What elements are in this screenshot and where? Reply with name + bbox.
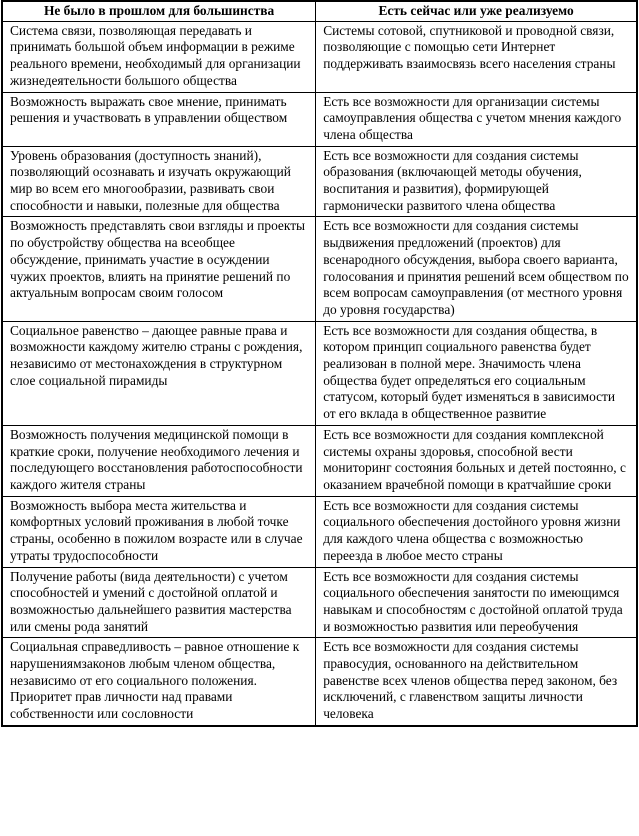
table-row — [2, 567, 637, 638]
cell-past: Получение работы (вида деятельности) с учетом способностей и умений с достойной оплатой и возможностью дальнейшего развития мастерства или смены рода занятий — [2, 567, 316, 638]
table-row — [2, 146, 637, 217]
cell-past: Уровень образования (доступность знаний), позволяющий осознавать и изучать окружающий мир во всем его многообразии, развивать свои способности и навыки, полезные для общества — [2, 146, 316, 217]
table-row — [2, 496, 637, 567]
table-row — [2, 425, 637, 496]
cell-present: Есть все возможности для создания системы социального обеспечения занятости по имеющимся навыкам и способностям с достойной оплатой труда и возможностью развития или переобучения — [316, 567, 637, 638]
cell-present: Есть все возможности для создания общества, в котором принцип социального равенства будет реализован в полной мере. Значимость члена общества будет определяться его социальным статусом, который будет изменяться в зависимости от его вклада в общественное развитие — [316, 321, 637, 425]
cell-past: Возможность представлять свои взгляды и проекты по обустройству общества на всеобщее обсуждение, принимать участие в осуждении чужих проектов, влиять на принятие решений по актуальным вопросам своим голосом — [2, 217, 316, 321]
cell-present: Есть все возможности для создания системы правосудия, основанного на действительном равенстве всех членов общества перед законом, без исключений, с главенством защиты личности человека — [316, 638, 637, 726]
table-row — [2, 638, 637, 726]
cell-present: Есть все возможности для создания системы образования (включающей методы обучения, воспитания и развития), формирующей гармонически развитого члена общества — [316, 146, 637, 217]
cell-past: Возможность выбора места жительства и комфортных условий проживания в любой точке страны, особенно в пожилом возрасте или в случае утраты трудоспособности — [2, 496, 316, 567]
cell-present: Есть все возможности для создания системы выдвижения предложений (проектов) для всенародного обсуждения, выбора своего варианта, голосования и принятия решений всем обществом по всем вопросам самоуправления (от местного уровня до уровня государства) — [316, 217, 637, 321]
table-row — [2, 217, 637, 321]
cell-past: Возможность выражать свое мнение, принимать решения и участвовать в управлении обществом — [2, 92, 316, 146]
cell-past: Социальное равенство – дающее равные права и возможности каждому жителю страны с рождения, независимо от местонахождения в структурном слое социальной пирамиды — [2, 321, 316, 425]
column-header-present: Есть сейчас или уже реализуемо — [316, 1, 637, 21]
cell-present: Есть все возможности для создания комплексной системы охраны здоровья, способной вести мониторинг состояния больных и детей постоянно, с оказанием врачебной помощи в кратчайшие сроки — [316, 425, 637, 496]
table-row — [2, 92, 637, 146]
cell-past: Возможность получения медицинской помощи в краткие сроки, получение необходимого лечения и последующего восстановления работоспособности каждого жителя страны — [2, 425, 316, 496]
table-row — [2, 21, 637, 92]
cell-present: Есть все возможности для организации системы самоуправления общества с учетом мнения каждого члена общества — [316, 92, 637, 146]
cell-past: Социальная справедливость – равное отношение к нарушениямзаконов любым членом общества, независимо от его социального положения. Приоритет прав личности над правами собственности или сословности — [2, 638, 316, 726]
table-row — [2, 321, 637, 425]
table-header-row — [2, 1, 637, 21]
cell-present: Есть все возможности для создания системы социального обеспечения достойного уровня жизни для каждого члена общества с возможностью переезда в любое место страны — [316, 496, 637, 567]
cell-past: Система связи, позволяющая передавать и принимать большой объем информации в режиме реального времени, необходимый для организации жизнедеятельности большого общества — [2, 21, 316, 92]
cell-present: Системы сотовой, спутниковой и проводной связи, позволяющие с помощью сети Интернет поддерживать взаимосвязь всего населения страны — [316, 21, 637, 92]
comparison-table — [1, 0, 638, 727]
column-header-past: Не было в прошлом для большинства — [2, 1, 316, 21]
